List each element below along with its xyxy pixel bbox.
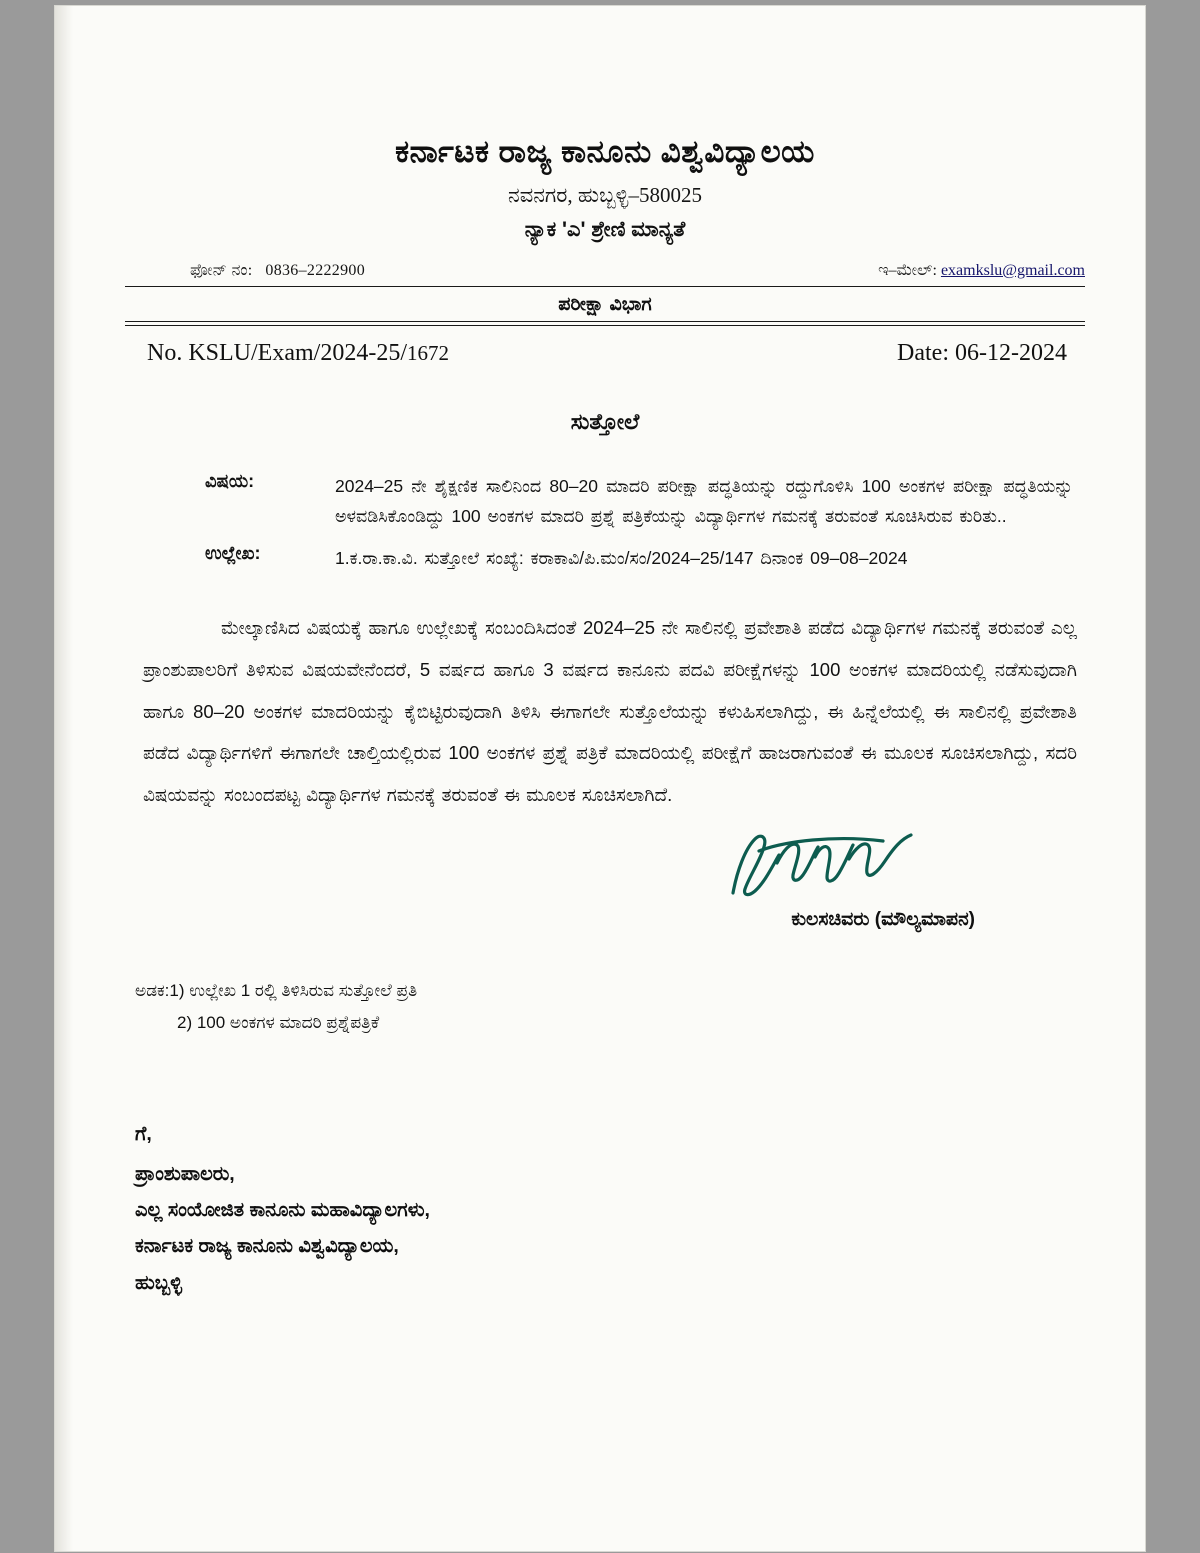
email-address[interactable]: examkslu@gmail.com [940,262,1085,279]
addressee-line-2: ಎಲ್ಲ ಸಂಯೋಜಿತ ಕಾನೂನು ಮಹಾವಿದ್ಯಾಲಗಳು, [135,1199,430,1222]
reference-label: ಉಲ್ಲೇಖ: [205,543,261,564]
enclosure-item-1: 1) ಉಲ್ಲೇಖ 1 ರಲ್ಲಿ ತಿಳಿಸಿರುವ ಸುತ್ತೋಲೆ ಪ್ರತಿ [169,981,418,1001]
subject-row [205,471,1073,531]
addressee-line-1: ಪ್ರಾಂಶುಪಾಲರು, [135,1163,235,1186]
addressee-block [125,1116,1085,1300]
date-label: Date: [897,340,956,366]
addressee-line-4: ಹುಬ್ಬಳ್ಳಿ [135,1271,182,1294]
phone-number: 0836–2222900 [265,262,366,279]
reference-text: 1.ಕ.ರಾ.ಕಾ.ವಿ. ಸುತ್ತೋಲೆ ಸಂಖ್ಯೆ: ಕರಾಕಾವಿ/ಪಿ.ಮಂ/ಸಂ/2024–25/147 ದಿನಾಂಕ 09–08–2024 [335,548,908,569]
signature-block [125,833,1085,953]
addressee-head: ಗೆ, [135,1123,152,1146]
enclosure-line-1 [135,975,1085,1006]
document-content [125,6,1085,1551]
reference-number-prefix: No. KSLU/Exam/2024-25/ [147,340,407,366]
phone-label: ಫೋನ್ ನಂ: [190,262,253,279]
enclosures-block [125,975,1085,1038]
reference-row [205,543,1073,573]
document-date [897,340,1085,367]
phone-block [125,262,365,280]
university-name: ಕರ್ನಾಟಕ ರಾಜ್ಯ ಕಾನೂನು ವಿಶ್ವವಿದ್ಯಾಲಯ [395,134,815,169]
body-paragraph-text: ಮೇಲ್ಕಾಣಿಸಿದ ವಿಷಯಕ್ಕೆ ಹಾಗೂ ಉಲ್ಲೇಖಕ್ಕೆ ಸಂಬಂದಿಸಿದಂತೆ 2024–25 ನೇ ಸಾಲಿನಲ್ಲಿ ಪ್ರವೇಶಾತಿ ಪಡೆದ ವಿದ್ಯಾರ್ಥಿಗಳ ಗಮನಕ್ಕೆ ತರುವಂತೆ ಎಲ್ಲ ಪ್ರಾಂಶುಪಾಲರಿಗೆ ತಿಳಿಸುವ ವಿಷಯವೇನೆಂದರೆ, 5 ವರ್ಷದ ಹಾಗೂ 3 ವರ್ಷದ ಕಾನೂನು ಪದವಿ ಪರೀಕ್ಷೆಗಳನ್ನು 100 ಅಂಕಗಳ ಮಾದರಿಯಲ್ಲಿ ನಡೆಸುವುದಾಗಿ ಹಾಗೂ 80–20 ಅಂಕಗಳ ಮಾದರಿಯನ್ನು ಕೈಬಿಟ್ಟಿರುವುದಾಗಿ ತಿಳಿಸಿ ಈಗಾಗಲೇ ಸುತ್ತೊಲೆಯನ್ನು ಕಳುಹಿಸಲಾಗಿದ್ದು, ಈ ಹಿನ್ನೆಲೆಯಲ್ಲಿ ಈ ಸಾಲಿನಲ್ಲಿ ಪ್ರವೇಶಾತಿ ಪಡೆದ ವಿದ್ಯಾರ್ಥಿಗಳಿಗೆ ಈಗಾಗಲೇ ಚಾಲ್ತಿಯಲ್ಲಿರುವ 100 ಅಂಕಗಳ ಪ್ರಶ್ನೆ ಪತ್ರಿಕೆ ಮಾದರಿಯಲ್ಲಿ ಪರೀಕ್ಷೆಗೆ ಹಾಜರಾಗುವಂತೆ ಈ ಮೂಲಕ ಸೂಚಿಸಲಾಗಿದ್ದು, ಸದರಿ ವಿಷಯವನ್ನು ಸಂಬಂದಪಟ್ಟ ವಿದ್ಯಾರ್ಥಿಗಳ ಗಮನಕ್ಕೆ ತರುವಂತೆ ಈ ಮೂಲಕ ಸೂಚಿಸಲಾಗಿದೆ. [143,617,1077,805]
accreditation-line: ನ್ಯಾಕ 'ಎ' ಶ್ರೇಣಿ ಮಾನ್ಯತೆ [524,218,686,241]
department-title: ಪರೀಕ್ಷಾ ವಿಭಾಗ [558,294,652,315]
body-paragraph [125,607,1085,815]
signature-scribble-icon [715,827,925,905]
subject-reference-block [125,471,1085,573]
date-value: 06-12-2024 [955,340,1067,366]
header-divider-bottom [125,321,1085,326]
addressee-line-3: ಕರ್ನಾಟಕ ರಾಜ್ಯ ಕಾನೂನು ವಿಶ್ವವಿದ್ಯಾಲಯ, [135,1235,399,1258]
enclosure-item-2: 2) 100 ಅಂಕಗಳ ಮಾದರಿ ಪ್ರಶ್ನೆಪತ್ರಿಕೆ [177,1012,380,1032]
contact-row [125,262,1085,280]
enclosures-label: ಅಡಕ: [135,981,170,1001]
subject-label: ವಿಷಯ: [205,471,255,491]
reference-number-sequence: 1672 [406,341,449,365]
email-label: ಇ–ಮೇಲ್: [878,262,937,279]
signature-designation: ಕುಲಸಚಿವರು (ಮೌಲ್ಯಮಾಪನ) [791,909,975,931]
email-block [878,262,1085,280]
university-address: ನವನಗರ, ಹುಬ್ಬಳ್ಳಿ–580025 [508,183,702,207]
subject-text: 2024–25 ನೇ ಶೈಕ್ಷಣಿಕ ಸಾಲಿನಿಂದ 80–20 ಮಾದರಿ ಪರೀಕ್ಷಾ ಪದ್ಧತಿಯನ್ನು ರದ್ದುಗೊಳಿಸಿ 100 ಅಂಕಗಳ ಪರೀಕ್ಷಾ ಪದ್ಧತಿಯನ್ನು ಅಳವಡಿಸಿಕೊಂಡಿದ್ದು 100 ಅಂಕಗಳ ಮಾದರಿ ಪ್ರಶ್ನೆ ಪತ್ರಿಕೆಯನ್ನು ವಿದ್ಯಾರ್ಥಿಗಳ ಗಮನಕ್ಕೆ ತರುವಂತೆ ಸೂಚಿಸಿರುವ ಕುರಿತು.. [335,476,1073,527]
document-title: ಸುತ್ತೋಲೆ [570,409,640,434]
reference-line [125,340,1085,367]
reference-number [125,340,449,367]
document-page [55,6,1145,1551]
